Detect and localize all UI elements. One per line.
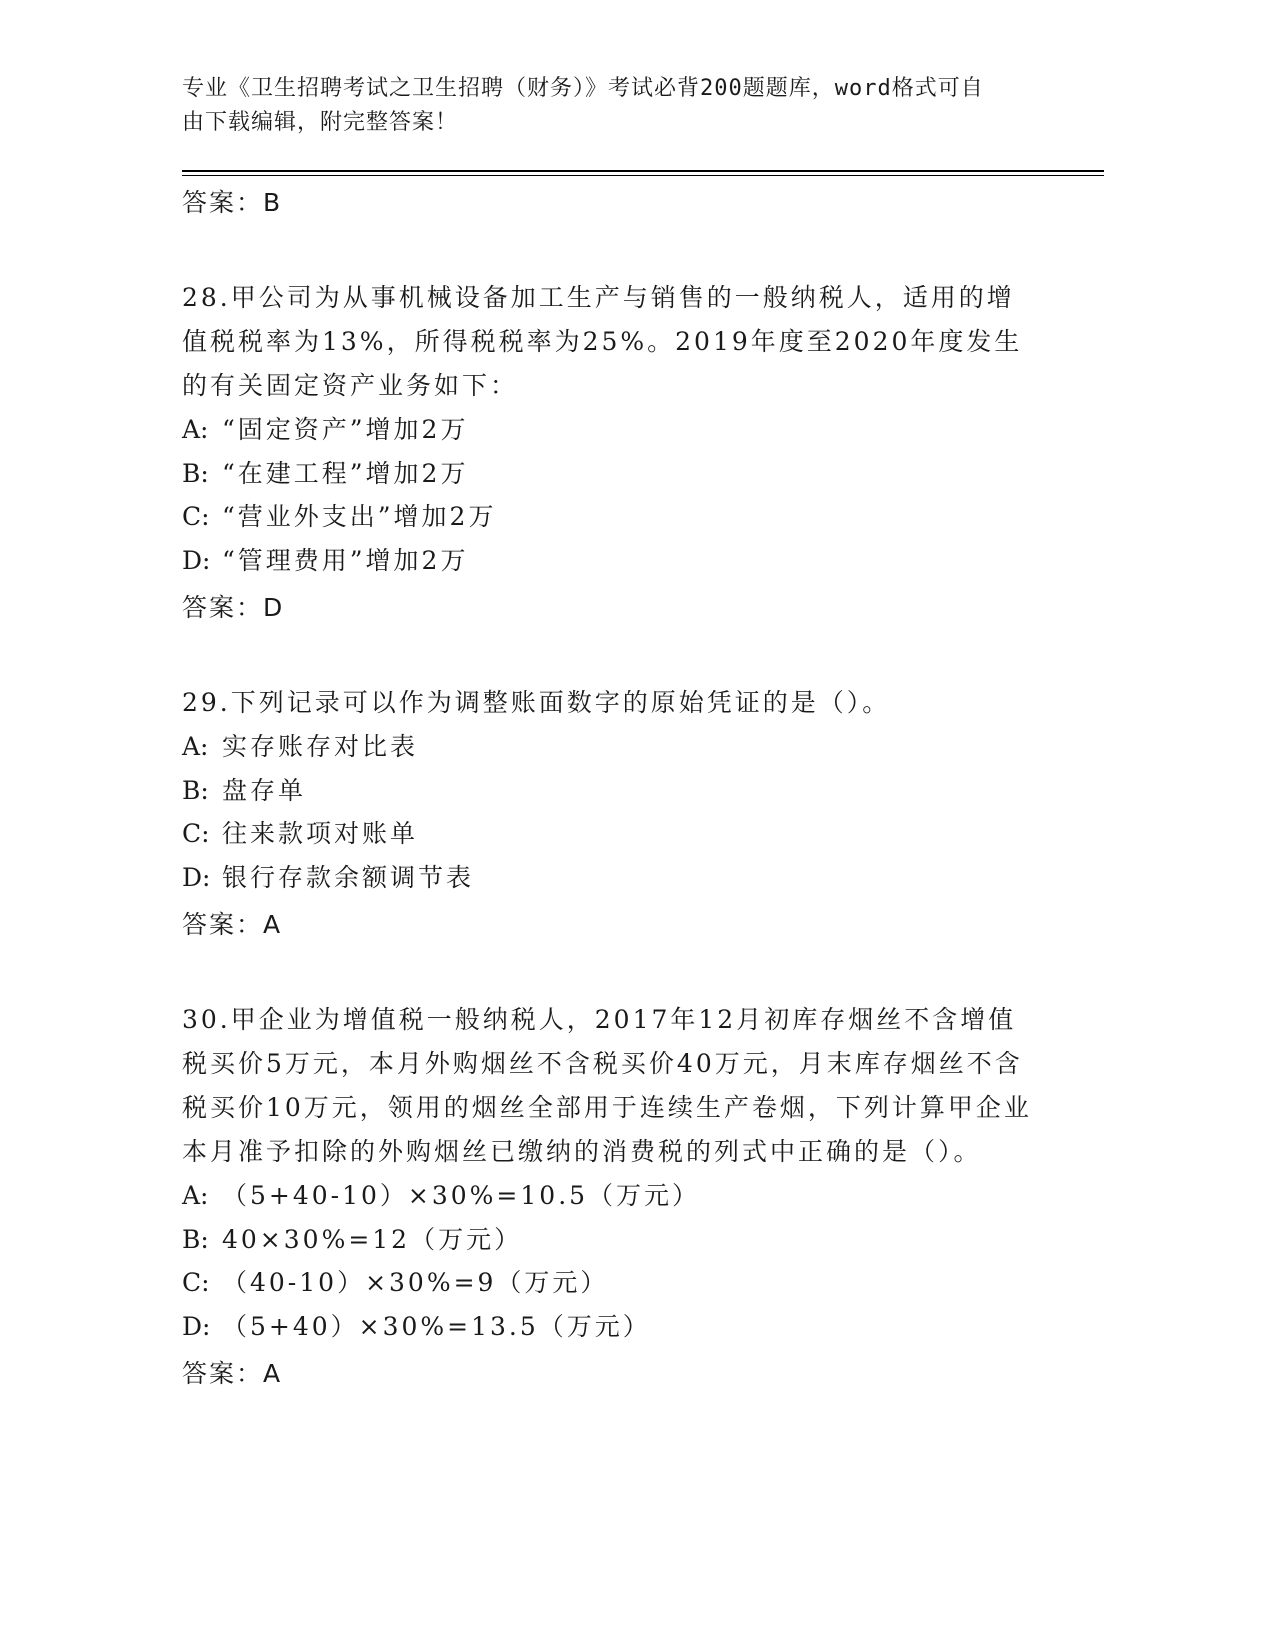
question-answer: 答案：A [182, 1359, 283, 1388]
previous-answer: 答案：B [182, 188, 283, 217]
option-a [182, 408, 1042, 452]
option-text: “固定资产”增加2万 [222, 415, 469, 444]
option-key: C: [182, 819, 210, 848]
question-stem: 29.下列记录可以作为调整账面数字的原始凭证的是（）。 [182, 688, 891, 717]
option-key: A: [182, 1181, 209, 1210]
option-text: “管理费用”增加2万 [222, 545, 469, 575]
question-28 [182, 276, 1042, 628]
option-b [182, 769, 1042, 813]
option-text: 实存账存对比表 [222, 732, 419, 761]
option-text: （5+40）×30%=13.5（万元） [222, 1311, 651, 1341]
header-divider-thick [182, 170, 1104, 172]
option-text: 银行存款余额调节表 [222, 862, 475, 892]
option-text: “营业外支出”增加2万 [222, 502, 497, 531]
option-text: 40×30%=12（万元） [222, 1224, 523, 1254]
document-body [182, 182, 1042, 1394]
option-key: D: [182, 1311, 211, 1341]
option-text: （5+40-10）×30%=10.5（万元） [222, 1181, 701, 1210]
option-a [182, 725, 1042, 769]
question-stem: 28.甲公司为从事机械设备加工生产与销售的一般纳税人，适用的增值税税率为13%，所得税税率为25%。2019年度至2020年度发生的有关固定资产业务如下： [182, 283, 1023, 400]
option-key: A: [182, 415, 209, 444]
document-header [182, 72, 1062, 140]
option-text: （40-10）×30%=9（万元） [222, 1268, 609, 1297]
option-key: B: [182, 458, 209, 488]
option-key: D: [182, 545, 211, 575]
option-key: C: [182, 1268, 210, 1297]
option-d [182, 1305, 1042, 1349]
option-d [182, 539, 1042, 583]
option-text: 盘存单 [222, 775, 307, 805]
option-b [182, 452, 1042, 496]
option-b [182, 1218, 1042, 1262]
option-key: A: [182, 732, 209, 761]
option-d [182, 856, 1042, 900]
question-stem: 30.甲企业为增值税一般纳税人，2017年12月初库存烟丝不含增值税买价5万元，本月外购烟丝不含税买价40万元，月末库存烟丝不含税买价10万元，领用的烟丝全部用于连续生产卷烟，下列计算甲企业本月准予扣除的外购烟丝已缴纳的消费税的列式中正确的是（）。 [182, 1005, 1032, 1166]
option-key: C: [182, 502, 210, 531]
option-key: D: [182, 862, 211, 892]
header-divider-thin [182, 175, 1104, 176]
option-c [182, 1261, 1042, 1305]
option-c [182, 495, 1042, 539]
header-line-2: 由下载编辑，附完整答案！ [182, 110, 459, 135]
header-line-1: 专业《卫生招聘考试之卫生招聘（财务）》考试必背200题题库，word格式可自 [182, 76, 984, 101]
option-text: 往来款项对账单 [222, 819, 419, 848]
option-c [182, 812, 1042, 856]
option-key: B: [182, 775, 209, 805]
question-answer: 答案：A [182, 910, 283, 939]
question-30 [182, 998, 1042, 1394]
option-a [182, 1174, 1042, 1218]
option-key: B: [182, 1224, 209, 1254]
option-text: “在建工程”增加2万 [222, 458, 469, 488]
question-29 [182, 681, 1042, 945]
question-answer: 答案：D [182, 593, 285, 622]
